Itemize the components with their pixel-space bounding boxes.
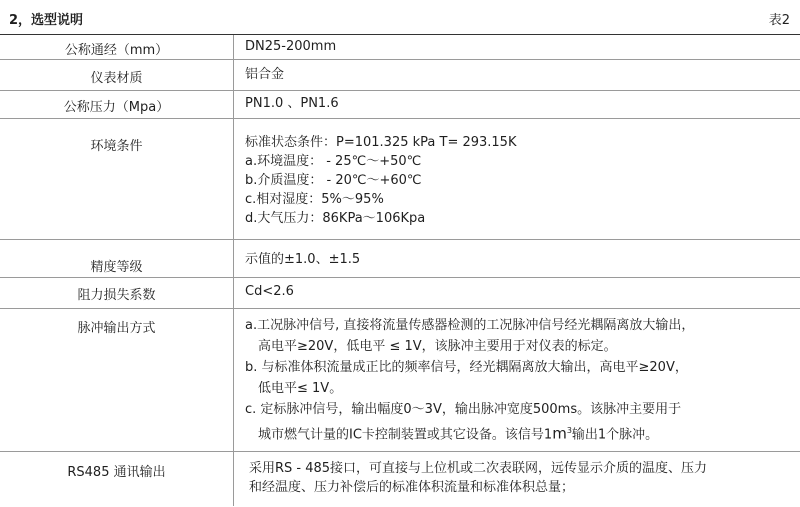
- rs485-line: 和经温度、压力补偿后的标准体积流量和标准体积总量；: [249, 480, 575, 495]
- pulse-line: b. 与标准体积流量成正比的频率信号，经光耦隔离放大输出，高电平≥20V，: [245, 360, 688, 375]
- row-value-resistance: Cd<2.6: [245, 284, 294, 299]
- row-label-nominal-diameter: 公称通经（mm）: [64, 43, 169, 58]
- table-number: 表2: [768, 13, 790, 28]
- pulse-line-text: 城市燃气计量的IC卡控制装置或其它设备。该信号1: [258, 427, 553, 443]
- section-heading: 2，选型说明: [9, 13, 84, 28]
- row-value-nominal-diameter: DN25-200mm: [245, 39, 337, 54]
- row-value-nominal-pressure: PN1.0 、PN1.6: [245, 96, 339, 111]
- environment-line: b.介质温度： - 20℃～+60℃: [245, 173, 422, 188]
- table-row: [0, 60, 800, 91]
- environment-line: a.环境温度： - 25℃～+50℃: [245, 154, 422, 169]
- environment-line: d.大气压力：86KPa～106Kpa: [245, 211, 426, 226]
- row-value-accuracy: 示值的±1.0、±1.5: [245, 252, 361, 267]
- row-label-pulse-output: 脉冲输出方式: [77, 321, 156, 336]
- pulse-line: 低电平≤ 1V。: [258, 381, 343, 396]
- row-value-pulse-output: [245, 315, 694, 441]
- table-row: [0, 35, 800, 60]
- table-row: [0, 309, 800, 452]
- row-label-nominal-pressure: 公称压力（Mpa）: [63, 100, 170, 115]
- row-label-material: 仪表材质: [90, 71, 143, 86]
- column-divider: [233, 278, 234, 308]
- pulse-line: c. 定标脉冲信号，输出幅度0～3V，输出脉冲宽度500ms。该脉冲主要用于: [245, 402, 682, 417]
- table-row: [0, 91, 800, 119]
- rs485-line: 采用RS - 485接口，可直接与上位机或二次表联网，远传显示介质的温度、压力: [249, 461, 708, 476]
- pulse-line-text: 输出1个脉冲。: [571, 427, 659, 443]
- row-value-rs485: [249, 459, 707, 497]
- environment-line: c.相对湿度：5%～95%: [245, 192, 384, 207]
- column-divider: [233, 452, 234, 506]
- table-row: [0, 240, 800, 278]
- table-row: [0, 452, 800, 506]
- column-divider: [233, 119, 234, 239]
- pulse-line: 高电平≥20V，低电平 ≤ 1V，该脉冲主要用于对仪表的标定。: [258, 339, 617, 354]
- environment-line: 标准状态条件：P=101.325 kPa T= 293.15K: [245, 135, 517, 150]
- row-value-material: 铝合金: [245, 67, 285, 82]
- column-divider: [233, 240, 234, 277]
- pulse-line: [245, 420, 694, 441]
- column-divider: [233, 309, 234, 451]
- column-divider: [233, 60, 234, 90]
- pulse-line: a.工况脉冲信号, 直接将流量传感器检测的工况脉冲信号经光耦隔离放大输出，: [245, 318, 695, 333]
- column-divider: [233, 35, 234, 59]
- pulse-unit-m: m: [552, 424, 567, 443]
- pulse-unit-exponent: 3: [566, 426, 572, 435]
- row-value-environment: [245, 133, 516, 228]
- row-label-resistance: 阻力损失系数: [77, 288, 156, 303]
- row-label-environment: 环境条件: [90, 139, 143, 154]
- row-label-accuracy: 精度等级: [90, 260, 143, 275]
- row-label-rs485: RS485 通讯输出: [67, 465, 166, 480]
- column-divider: [233, 91, 234, 118]
- table-row: [0, 278, 800, 309]
- table-row: [0, 119, 800, 240]
